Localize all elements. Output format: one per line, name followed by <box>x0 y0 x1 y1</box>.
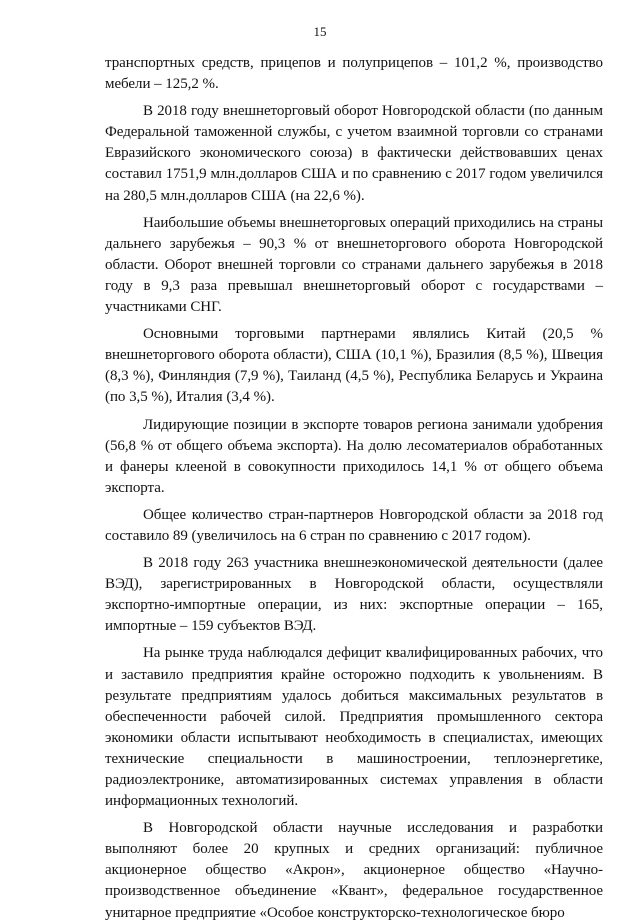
paragraph-continuation: транспортных средств, прицепов и полуприцепов – 101,2 %, производство мебели – 125,2 %. <box>105 55 603 93</box>
document-body <box>105 53 603 924</box>
paragraph-trade-partners: Основными торговыми партнерами являлись Китай (20,5 % внешнеторгового оборота области), США (10,1 %), Бразилия (8,5 %), Швеция (8,3 %), Финляндия (7,9 %), Таиланд (4,5 %), Республика Беларусь и Украина (по 3,5 %), Италия (3,4 %). <box>105 326 603 406</box>
paragraph-ved-participants: В 2018 году 263 участника внешнеэкономической деятельности (далее ВЭД), зарегистрированных в Новгородской области, осуществляли экспортно-импортные операции, из них: экспортные операции – 165, импортные – 159 субъектов ВЭД. <box>105 555 603 635</box>
paragraph-export-leaders: Лидирующие позиции в экспорте товаров региона занимали удобрения (56,8 % от общего объема экспорта). На долю лесоматериалов обработанных и фанеры клееной в совокупности приходилось 14,1 % от общего объема экспорта. <box>105 416 603 496</box>
paragraph-foreign-trade-turnover: В 2018 году внешнеторговый оборот Новгородской области (по данным Федеральной таможенной службы, с учетом взаимной торговли со странами Евразийского экономического союза) в фактически действовавших ценах составил 1751,9 млн.долларов США и по сравнению с 2017 годом увеличился на 280,5 млн.долларов США (на 22,6 %). <box>105 103 603 204</box>
paragraph-research-organizations: В Новгородской области научные исследования и разработки выполняют более 20 крупных и средних организаций: публичное акционерное общество «Акрон», акционерное общество «Научно-производственное объединение «Квант», федеральное государственное унитарное предприятие «Особое конструкторско-технологическое бюро <box>105 820 603 921</box>
page-number: 15 <box>313 24 327 39</box>
paragraph-far-abroad-share: Наибольшие объемы внешнеторговых операций приходились на страны дальнего зарубежья – 90,3 % от внешнеторгового оборота Новгородской области. Оборот внешней торговли со странами дальнего зарубежья в 2018 году в 9,3 раза превышал внешнеторговый оборот с государствами – участниками СНГ. <box>105 214 603 316</box>
paragraph-partner-count: Общее количество стран-партнеров Новгородской области за 2018 год составило 89 (увеличилось на 6 стран по сравнению с 2017 годом). <box>105 506 603 544</box>
paragraph-labor-market: На рынке труда наблюдался дефицит квалифицированных рабочих, что и заставило предприятия крайне осторожно подходить к увольнениям. В результате предприятиям удалось добиться максимальных результатов в обеспеченности рабочей силой. Предприятия промышленного сектора экономики области испытывают необходимость в специалистах, имеющих технические специальности в машиностроении, теплоэнергетике, радиоэлектронике, автоматизированных системах управления в области информационных технологий. <box>105 645 603 810</box>
